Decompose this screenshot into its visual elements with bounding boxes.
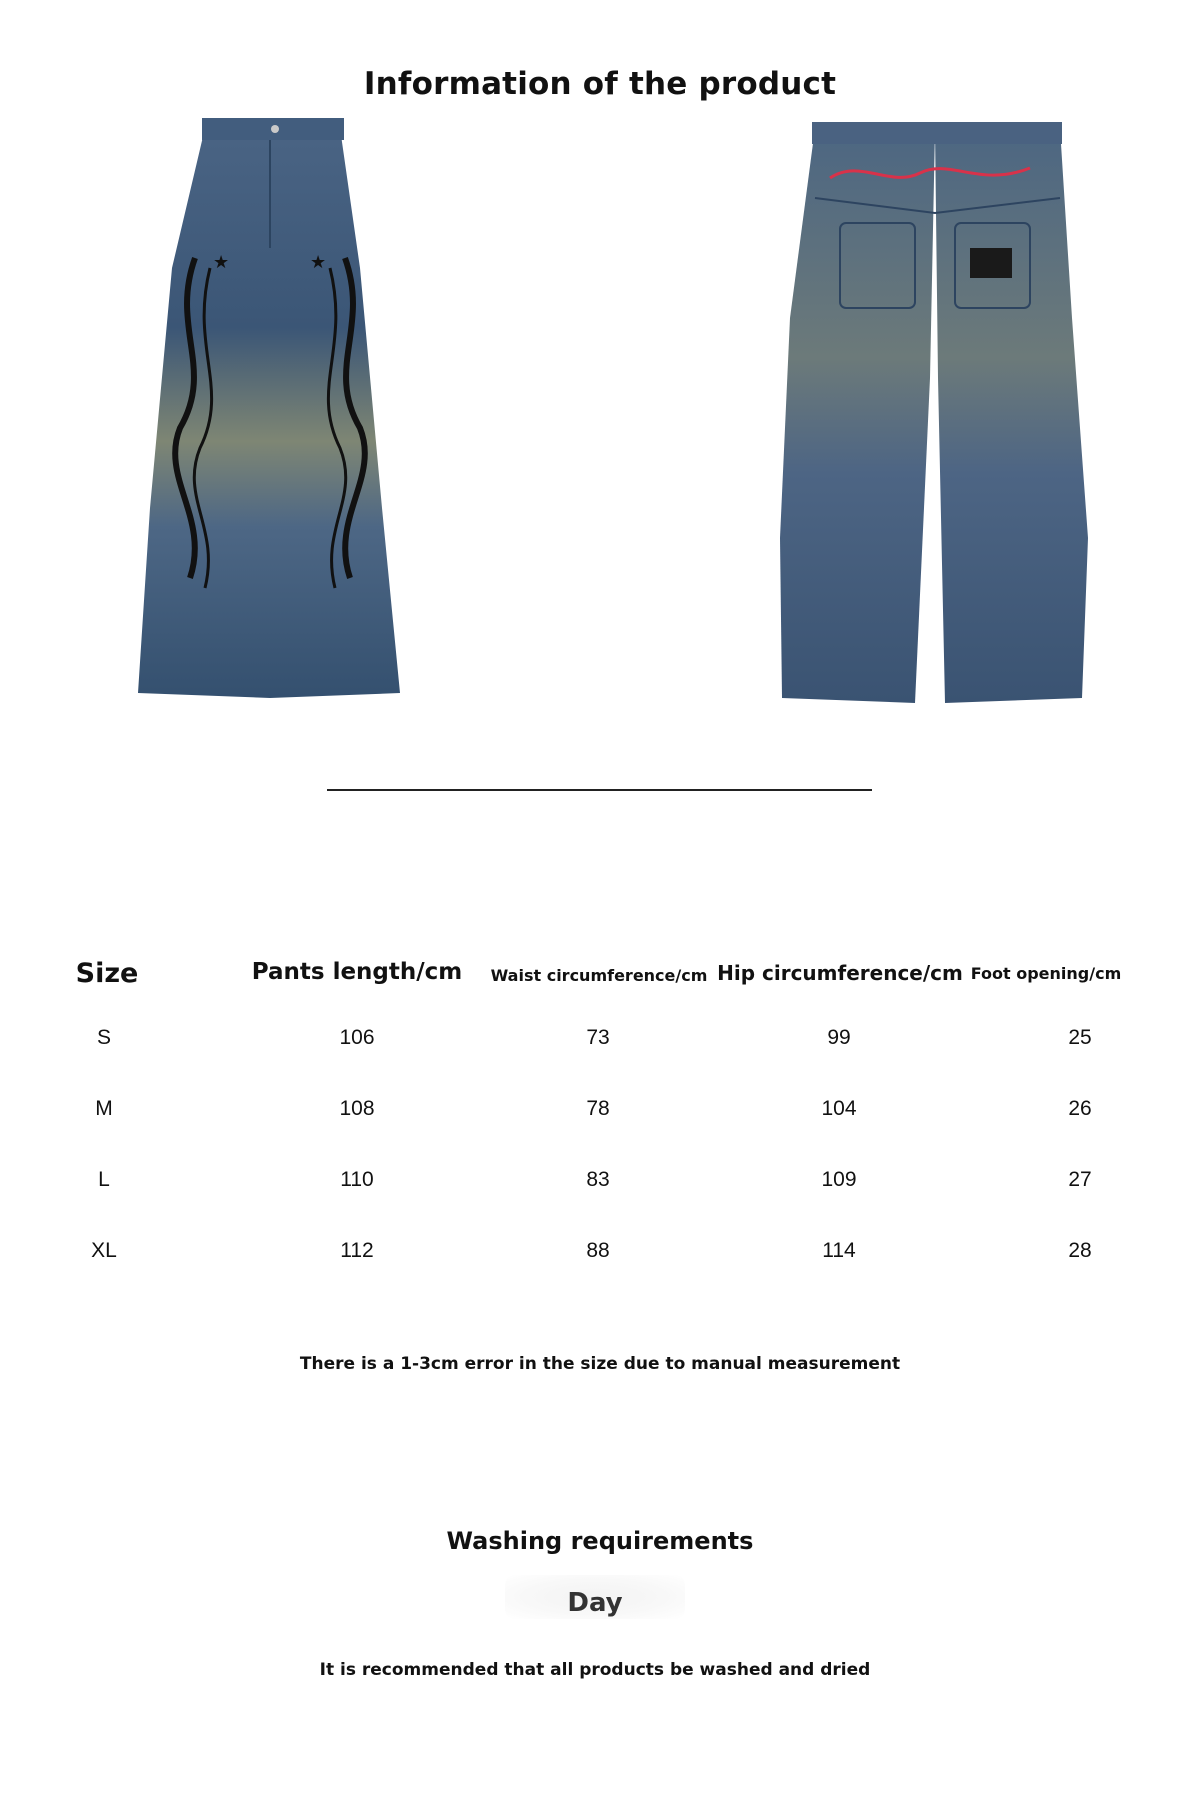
table-cell-hip: 104 xyxy=(821,1097,857,1120)
table-cell-waist: 88 xyxy=(586,1239,610,1262)
table-cell-length: 110 xyxy=(340,1168,374,1191)
back-patch xyxy=(970,248,1012,278)
measurement-error-note: There is a 1-3cm error in the size due to manual measurement xyxy=(299,1354,901,1374)
table-cell-length: 112 xyxy=(340,1239,374,1262)
front-leg-left xyxy=(138,128,280,698)
jeans-front-photo xyxy=(120,108,420,708)
table-cell-hip: 109 xyxy=(821,1168,857,1191)
washing-note: It is recommended that all products be washed and dried xyxy=(319,1660,871,1680)
front-star-right: ★ xyxy=(310,252,327,273)
back-leg-left xyxy=(780,128,935,703)
header-pants-length: Pants length/cm xyxy=(251,959,463,985)
back-waistband xyxy=(812,122,1062,144)
table-cell-foot: 26 xyxy=(1068,1097,1092,1120)
header-size: Size xyxy=(75,958,139,989)
table-cell-hip: 114 xyxy=(822,1239,856,1262)
header-waist: Waist circumference/cm xyxy=(490,966,708,985)
table-cell-size: S xyxy=(96,1026,112,1049)
table-cell-foot: 27 xyxy=(1068,1168,1092,1191)
table-cell-size: M xyxy=(95,1097,113,1120)
table-cell-waist: 78 xyxy=(586,1097,610,1120)
table-cell-length: 108 xyxy=(339,1097,375,1120)
front-leg-right xyxy=(265,128,400,698)
back-leg-right xyxy=(935,128,1088,703)
divider xyxy=(327,789,872,791)
table-cell-foot: 28 xyxy=(1068,1239,1092,1262)
table-cell-size: L xyxy=(98,1168,110,1191)
washing-heading: Washing requirements xyxy=(446,1527,754,1555)
day-label: Day xyxy=(567,1588,623,1618)
header-hip: Hip circumference/cm xyxy=(717,961,963,985)
page-title: Information of the product xyxy=(363,66,837,102)
table-cell-waist: 83 xyxy=(586,1168,610,1191)
header-foot-opening: Foot opening/cm xyxy=(970,964,1122,983)
jeans-back-photo xyxy=(770,118,1100,708)
table-cell-foot: 25 xyxy=(1068,1026,1092,1049)
table-cell-size: XL xyxy=(91,1239,117,1262)
table-cell-hip: 99 xyxy=(827,1026,851,1049)
table-cell-length: 106 xyxy=(339,1026,375,1049)
front-star-left: ★ xyxy=(213,252,230,273)
front-button xyxy=(271,125,279,133)
table-cell-waist: 73 xyxy=(586,1026,610,1049)
